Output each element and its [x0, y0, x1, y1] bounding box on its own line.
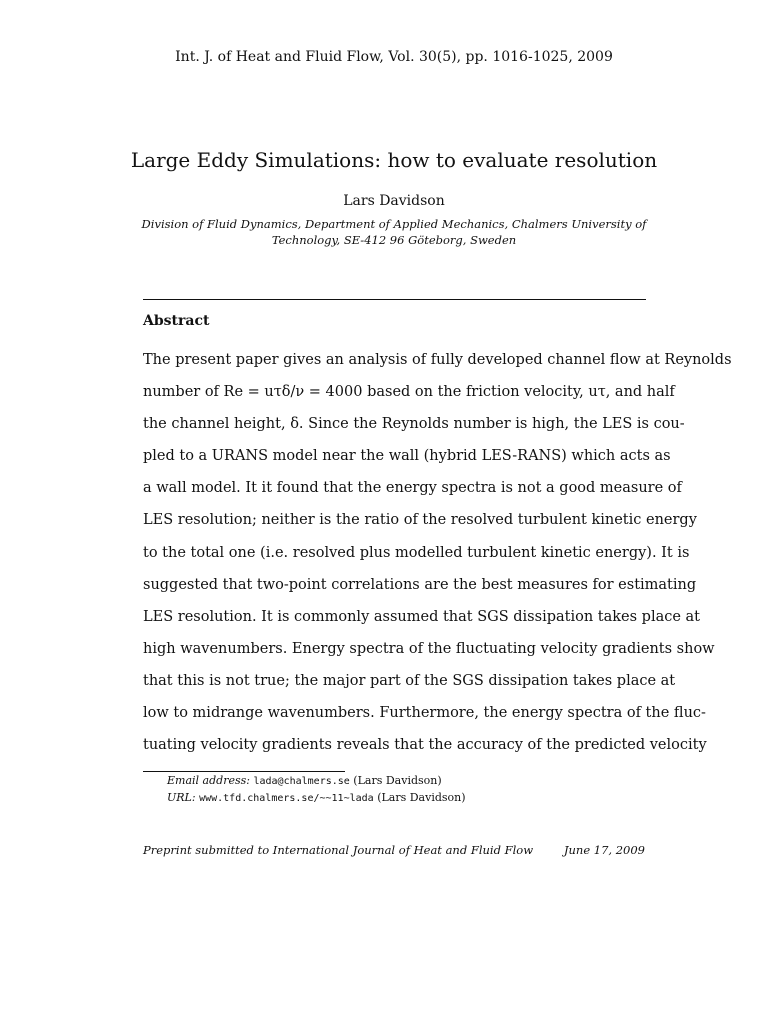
email-suffix: (Lars Davidson): [353, 774, 442, 787]
email-link[interactable]: lada@chalmers.se: [253, 776, 350, 787]
abstract-line: number of Re = uτδ/ν = 4000 based on the friction velocity, uτ, and half: [143, 384, 675, 401]
journal-reference: Int. J. of Heat and Fluid Flow, Vol. 30(5), pp. 1016-1025, 2009: [175, 49, 613, 65]
footnote-rule: [143, 771, 345, 772]
url-suffix: (Lars Davidson): [377, 791, 466, 804]
affiliation-line-1: Division of Fluid Dynamics, Department of Applied Mechanics, Chalmers University of: [141, 217, 647, 231]
abstract-line: low to midrange wavenumbers. Furthermore, the energy spectra of the fluc-: [143, 705, 706, 722]
author-affiliation: [140, 216, 648, 248]
abstract-line: The present paper gives an analysis of fully developed channel flow at Reynolds: [143, 352, 732, 368]
abstract-line: the channel height, δ. Since the Reynolds number is high, the LES is cou-: [143, 416, 685, 433]
url-label: URL:: [167, 791, 196, 804]
abstract-line: that this is not true; the major part of the SGS dissipation takes place at: [143, 672, 676, 689]
paper-title: Large Eddy Simulations: how to evaluate resolution: [130, 148, 658, 172]
preprint-date: June 17, 2009: [563, 843, 645, 857]
abstract-line: tuating velocity gradients reveals that the accuracy of the predicted velocity: [143, 737, 707, 754]
abstract-line: LES resolution. It is commonly assumed that SGS dissipation takes place at: [143, 608, 701, 625]
abstract-line: high wavenumbers. Energy spectra of the fluctuating velocity gradients show: [143, 640, 715, 657]
affiliation-line-2: Technology, SE-412 96 Göteborg, Sweden: [271, 233, 517, 247]
abstract-top-rule: [143, 299, 646, 300]
abstract-line: to the total one (i.e. resolved plus modelled turbulent kinetic energy). It is: [143, 544, 690, 561]
abstract-line: suggested that two-point correlations are the best measures for estimating: [143, 576, 697, 593]
abstract-line: LES resolution; neither is the ratio of the resolved turbulent kinetic energy: [143, 512, 697, 529]
abstract-line: a wall model. It it found that the energy spectra is not a good measure of: [143, 480, 682, 497]
footnote-url: [167, 791, 466, 804]
abstract-heading: Abstract: [143, 313, 210, 329]
url-link[interactable]: www.tfd.chalmers.se/~~11~lada: [199, 793, 374, 804]
abstract-body: [143, 344, 732, 761]
email-label: Email address:: [167, 774, 250, 787]
abstract-line: pled to a URANS model near the wall (hybrid LES-RANS) which acts as: [143, 448, 671, 465]
preprint-note: Preprint submitted to International Journal of Heat and Fluid Flow: [143, 843, 534, 857]
author-name: Lars Davidson: [343, 193, 445, 209]
footnote-email: [167, 774, 442, 787]
